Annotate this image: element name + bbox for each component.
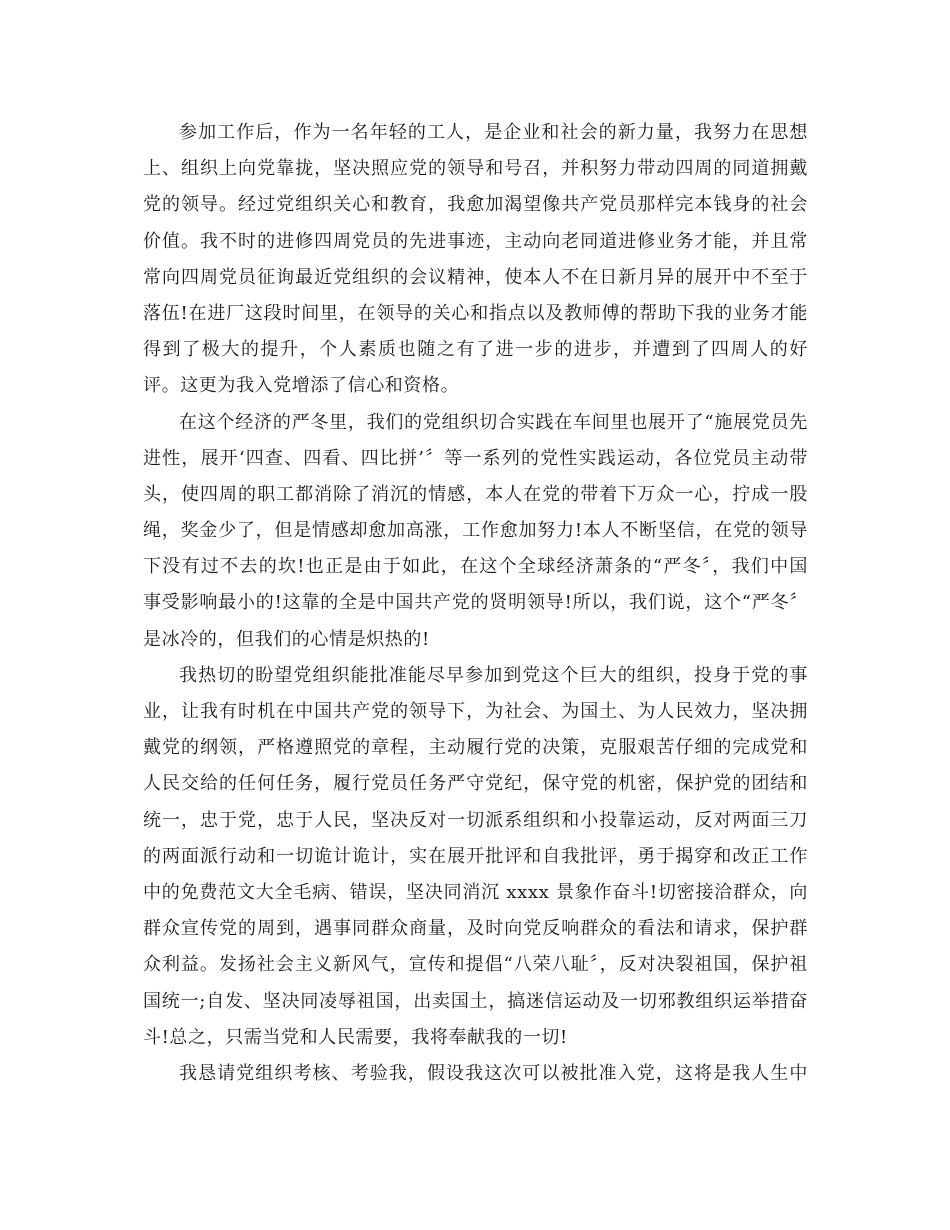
paragraph-line: 在这个经济的严冬里，我们的党组织切合实践在车间里也展开了“施展党员先 bbox=[179, 411, 808, 433]
paragraph-3 bbox=[143, 658, 808, 1056]
paragraph-line: 我热切的盼望党组织能批准能尽早参加到党这个巨大的组织，投身于党的事 bbox=[179, 664, 808, 686]
paragraph-line: 业，让我有时机在中国共产党的领导下，为社会、为国土、为人民效力，坚决拥 bbox=[143, 701, 808, 722]
paragraph-4 bbox=[143, 1056, 808, 1092]
paragraph-line: 是冰冷的，但我们的心情是炽热的! bbox=[143, 628, 430, 650]
paragraph-line: 绳，奖金少了，但是情感却愈加高涨，工作愈加努力!本人不断坚信，在党的领导 bbox=[143, 520, 808, 542]
paragraph-line: 下没有过不去的坎!也正是由于如此，在这个全球经济萧条的“严冬〞，我们中国 bbox=[143, 556, 808, 578]
paragraph-line: 人民交给的任何任务，履行党员任务严守党纪，保守党的机密，保护党的团结和 bbox=[143, 773, 808, 795]
paragraph-line: 评。这更为我入党增添了信心和资格。 bbox=[143, 375, 460, 397]
paragraph-line: 头，使四周的职工都消除了消沉的情感，本人在党的带着下万众一心，拧成一股 bbox=[143, 483, 808, 505]
paragraph-line: 群众宣传党的周到，遇事同群众商量，及时向党反响群众的看法和请求，保护群 bbox=[143, 918, 808, 940]
paragraph-line: 众利益。发扬社会主义新风气，宣传和提倡“八荣八耻〞，反对决裂祖国，保护祖 bbox=[143, 954, 808, 976]
paragraph-line: 国统一;自发、坚决同凌辱祖国，出卖国土，搞迷信运动及一切邪教组织运举措奋 bbox=[143, 990, 808, 1012]
paragraph-line: 落伍!在进厂这段时间里，在领导的关心和指点以及教师傅的帮助下我的业务才能 bbox=[143, 302, 808, 324]
paragraph-line: 进性，展开‘四查、四看、四比拼’〞等一系列的党性实践运动，各位党员主动带 bbox=[143, 447, 808, 469]
paragraph-line: 参加工作后，作为一名年轻的工人，是企业和社会的新力量，我努力在思想 bbox=[179, 122, 808, 143]
paragraph-line: 得到了极大的提升，个人素质也随之有了进一步的进步，并遭到了四周人的好 bbox=[143, 339, 808, 361]
paragraph-line: 上、组织上向党靠拢，坚决照应党的领导和号召，并积努力带动四周的同道拥戴 bbox=[143, 158, 808, 180]
paragraph-line: 的两面派行动和一切诡计诡计，实在展开批评和自我批评，勇于揭穿和改正工作 bbox=[143, 845, 808, 867]
document-body bbox=[143, 115, 808, 1092]
paragraph-line: 我恳请党组织考核、考验我，假设我这次可以被批准入党，这将是我人生中 bbox=[179, 1062, 808, 1084]
paragraph-2 bbox=[143, 405, 808, 658]
paragraph-line: 戴党的纲领，严格遵照党的章程，主动履行党的决策，克服艰苦仔细的完成党和 bbox=[143, 737, 808, 759]
paragraph-line: 党的领导。经过党组织关心和教育，我愈加渴望像共产党员那样完本钱身的社会 bbox=[143, 194, 808, 216]
paragraph-line: 中的免费范文大全毛病、错误，坚决同消沉 xxxx 景象作奋斗!切密接洽群众，向 bbox=[143, 881, 808, 903]
paragraph-line: 事受影响最小的!这靠的全是中国共产党的贤明领导!所以，我们说，这个“严冬〞 bbox=[143, 592, 808, 614]
paragraph-1 bbox=[143, 115, 808, 405]
paragraph-line: 斗!总之，只需当党和人民需要，我将奉献我的一切! bbox=[143, 1026, 568, 1048]
paragraph-line: 常向四周党员征询最近党组织的会议精神，使本人不在日新月异的展开中不至于 bbox=[143, 266, 808, 288]
paragraph-line: 价值。我不时的进修四周党员的先进事迹，主动向老同道进修业务才能，并且常 bbox=[143, 230, 808, 252]
paragraph-line: 统一，忠于党，忠于人民，坚决反对一切派系组织和小投靠运动，反对两面三刀 bbox=[143, 809, 808, 831]
